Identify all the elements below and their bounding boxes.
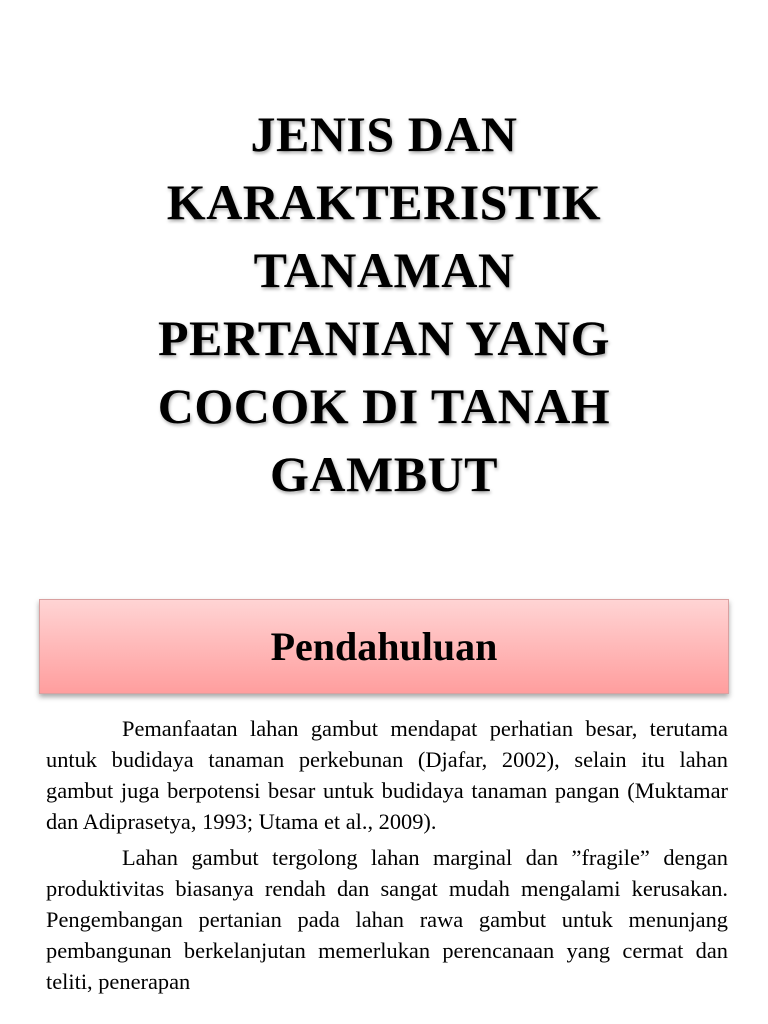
slide-title-line: COCOK DI TANAH	[157, 378, 611, 434]
slide-title-line: JENIS DAN	[250, 106, 518, 162]
slide-title-line: PERTANIAN YANG	[157, 310, 611, 366]
slide-title	[84, 100, 684, 508]
slide-title-line: KARAKTERISTIK	[166, 174, 602, 230]
body-text	[46, 713, 728, 1024]
section-heading: Pendahuluan	[270, 624, 498, 669]
slide-title-line: GAMBUT	[270, 446, 498, 502]
paragraph: Pemanfaatan lahan gambut mendapat perhatian besar, terutama untuk budidaya tanaman perkebunan (Djafar, 2002), selain itu lahan gambut juga berpotensi besar untuk budidaya tanaman pangan (Muktamar dan Adiprasetya, 1993; Utama et al., 2009).	[46, 716, 728, 834]
paragraph: Lahan gambut tergolong lahan marginal dan ”fragile” dengan produktivitas biasanya rendah dan sangat mudah mengalami kerusakan. Pengembangan pertanian pada lahan rawa gambut untuk menunjang pembangunan berkelanjutan memerlukan perencanaan yang cermat dan teliti, penerapan	[46, 845, 728, 994]
slide-title-line: TANAMAN	[253, 242, 515, 298]
section-heading-banner	[39, 599, 729, 694]
